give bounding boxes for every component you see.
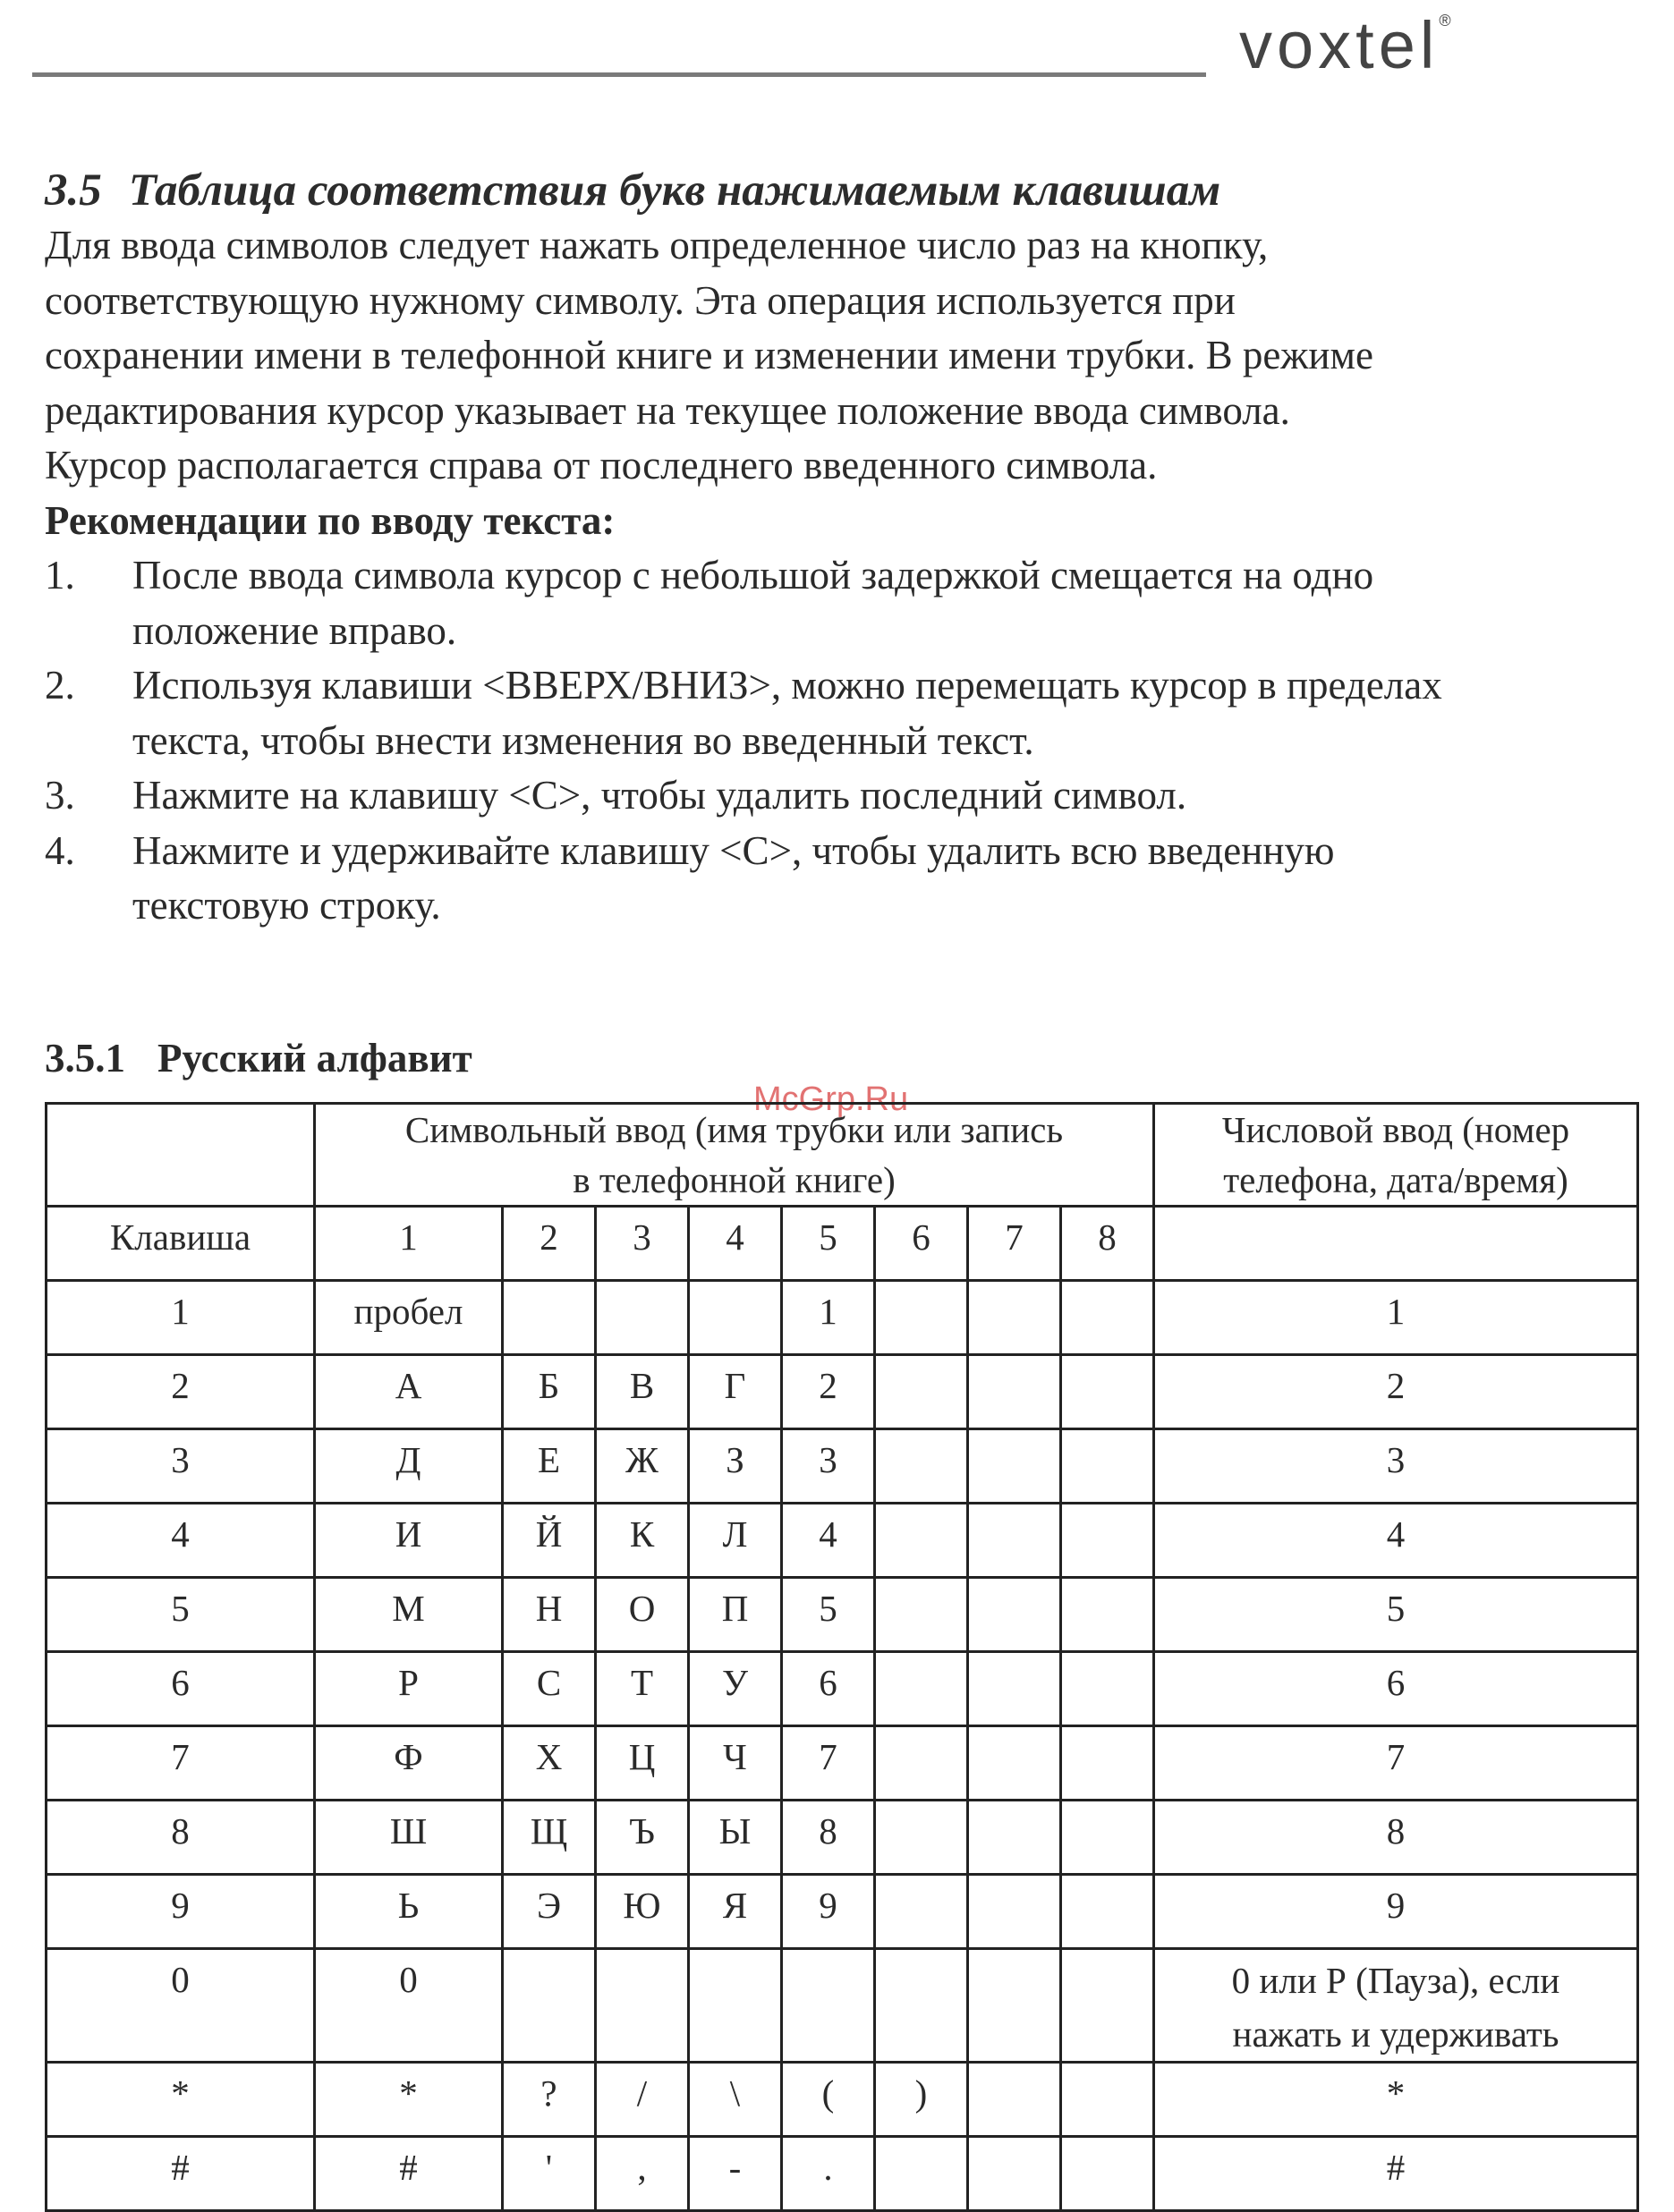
tip-text: После ввода символа курсор с небольшой задержкой смещается на одно положение вправо. [132,553,1374,653]
table-row [47,1875,1638,1949]
symbol-cell: Й [503,1504,596,1578]
header-numeric-input [1154,1104,1638,1207]
key-cell: 3 [47,1429,315,1504]
symbol-cell: З [689,1429,782,1504]
symbol-cell: # [315,2137,503,2211]
symbol-cell: 6 [782,1652,875,1726]
symbol-cell [1061,1429,1154,1504]
tip-index: 3. [45,773,75,818]
key-cell: 9 [47,1875,315,1949]
symbol-cell [875,1875,968,1949]
symbol-cell: Ж [596,1429,689,1504]
tip-item [45,824,1637,934]
table-row [47,2137,1638,2211]
tip-index: 1. [45,553,75,597]
numeric-cell [1154,1652,1638,1726]
subsection-title: 3.5.1 Русский алфавит [45,1035,472,1081]
numeric-cell [1154,1355,1638,1429]
symbol-cell: 7 [782,1726,875,1801]
symbol-cell [1061,2063,1154,2137]
numeric-cell [1154,1726,1638,1801]
symbol-cell [1061,1355,1154,1429]
intro-line: соответствующую нужному символу. Эта операция используется при [45,277,1236,323]
intro-line: редактирования курсор указывает на текущее положение ввода символа. [45,387,1290,433]
symbol-cell: - [689,2137,782,2211]
symbol-cell: ? [503,2063,596,2137]
cell-line: 3 [1386,1439,1406,1480]
symbol-cell: Ш [315,1801,503,1875]
header-press-count: 3 [596,1207,689,1281]
symbol-cell [1061,1281,1154,1355]
symbol-cell: 9 [782,1875,875,1949]
cell-line: 7 [1386,1736,1406,1777]
key-cell: 8 [47,1801,315,1875]
symbol-cell: ) [875,2063,968,2137]
symbol-cell [1061,1652,1154,1726]
header-press-count: 8 [1061,1207,1154,1281]
symbol-cell [1061,1578,1154,1652]
page-content [45,163,1637,1086]
symbol-cell: Н [503,1578,596,1652]
key-cell: * [47,2063,315,2137]
symbol-cell: К [596,1504,689,1578]
symbol-cell [1061,1504,1154,1578]
key-cell: 5 [47,1578,315,1652]
symbol-cell: О [596,1578,689,1652]
symbol-cell: Г [689,1355,782,1429]
voxtel-logo: voxtel® [1239,8,1451,82]
key-cell: 7 [47,1726,315,1801]
header-corner [47,1104,315,1207]
header-press-count: 1 [315,1207,503,1281]
symbol-cell: Т [596,1652,689,1726]
symbol-cell: Х [503,1726,596,1801]
table-row [47,1281,1638,1355]
symbol-cell [968,1726,1061,1801]
symbol-cell [875,1801,968,1875]
tip-text: Используя клавиши <ВВЕРХ/ВНИЗ>, можно перемещать курсор в пределах текста, чтобы внести изменения во введенный текст. [132,663,1442,763]
symbol-cell: ( [782,2063,875,2137]
watermark: McGrp.Ru [753,1081,909,1118]
symbol-cell [596,1949,689,2063]
numeric-cell [1154,1281,1638,1355]
symbol-cell: * [315,2063,503,2137]
tip-item [45,768,1637,824]
symbol-cell [875,1504,968,1578]
symbol-cell: Ь [315,1875,503,1949]
table-row [47,1429,1638,1504]
symbol-cell: Л [689,1504,782,1578]
symbol-cell: / [596,2063,689,2137]
symbol-cell: Е [503,1429,596,1504]
cell-line: нажать и удерживать [1232,2013,1559,2055]
table-row [47,2063,1638,2137]
symbol-cell [968,1281,1061,1355]
header-press-count: 4 [689,1207,782,1281]
symbol-cell [1061,2137,1154,2211]
symbol-cell: 2 [782,1355,875,1429]
symbol-cell: М [315,1578,503,1652]
symbol-cell [875,1355,968,1429]
section-title: 3.5 Таблица соответствия букв нажимаемым клавишам [45,165,1221,216]
cell-line: 5 [1386,1588,1406,1629]
numeric-cell [1154,1578,1638,1652]
symbol-cell: Ы [689,1801,782,1875]
cell-line: # [1386,2147,1406,2188]
symbol-cell [875,2137,968,2211]
tip-index: 4. [45,827,75,873]
symbol-cell: ' [503,2137,596,2211]
cell-line: Числовой ввод (номер [1221,1109,1570,1150]
tip-item [45,658,1637,768]
header-press-count: 7 [968,1207,1061,1281]
symbol-cell [875,1578,968,1652]
key-cell: 1 [47,1281,315,1355]
symbol-cell [1061,1726,1154,1801]
symbol-cell [596,1281,689,1355]
symbol-cell: 8 [782,1801,875,1875]
symbol-cell [875,1281,968,1355]
symbol-cell [875,1949,968,2063]
intro-paragraph [45,218,1637,494]
numeric-cell [1154,1949,1638,2063]
alphabet-table [45,1102,1639,2212]
cell-line: 9 [1386,1885,1406,1926]
symbol-cell [503,1949,596,2063]
symbol-cell: Я [689,1875,782,1949]
cell-line: Символьный ввод (имя трубки или запись [404,1109,1064,1150]
symbol-cell: . [782,2137,875,2211]
symbol-cell: Ц [596,1726,689,1801]
cell-line: телефона, дата/время) [1223,1159,1568,1200]
symbol-cell [782,1949,875,2063]
symbol-cell [689,1281,782,1355]
symbol-cell: У [689,1652,782,1726]
cell-line: 6 [1386,1662,1406,1703]
cell-line: 0 или Р (Пауза), если [1231,1960,1560,2001]
tip-index: 2. [45,663,75,708]
key-cell: 0 [47,1949,315,2063]
symbol-cell [1061,1801,1154,1875]
numeric-cell [1154,2137,1638,2211]
numeric-cell [1154,2063,1638,2137]
cell-line: в телефонной книге) [573,1159,896,1200]
symbol-cell [875,1652,968,1726]
symbol-cell [968,1652,1061,1726]
table-row [47,1578,1638,1652]
symbol-cell: Щ [503,1801,596,1875]
tip-item [45,548,1637,658]
key-cell: 6 [47,1652,315,1726]
key-cell: 2 [47,1355,315,1429]
symbol-cell: , [596,2137,689,2211]
symbol-cell: Ч [689,1726,782,1801]
symbol-cell: 1 [782,1281,875,1355]
symbol-cell: пробел [315,1281,503,1355]
symbol-cell [968,1355,1061,1429]
symbol-cell: Э [503,1875,596,1949]
symbol-cell: \ [689,2063,782,2137]
symbol-cell: В [596,1355,689,1429]
symbol-cell: Ф [315,1726,503,1801]
table-row [47,1801,1638,1875]
symbol-cell [968,1949,1061,2063]
symbol-cell [1061,1949,1154,2063]
symbol-cell: 5 [782,1578,875,1652]
symbol-cell: С [503,1652,596,1726]
table-row [47,1726,1638,1801]
symbol-cell [968,2137,1061,2211]
cell-line: 1 [1386,1291,1406,1332]
numeric-cell [1154,1429,1638,1504]
symbol-cell [1061,1875,1154,1949]
tips-list [45,548,1637,934]
symbol-cell: Ю [596,1875,689,1949]
cell-line: 4 [1386,1513,1406,1555]
symbol-cell [968,1578,1061,1652]
symbol-cell: П [689,1578,782,1652]
symbol-cell: 4 [782,1504,875,1578]
symbol-cell: И [315,1504,503,1578]
symbol-cell: Ъ [596,1801,689,1875]
numeric-cell [1154,1504,1638,1578]
key-cell: 4 [47,1504,315,1578]
tip-text: Нажмите на клавишу <С>, чтобы удалить последний символ. [132,773,1187,818]
header-numeric-empty [1154,1207,1638,1281]
cell-line: 8 [1386,1810,1406,1852]
symbol-cell [968,1504,1061,1578]
symbol-cell [968,1801,1061,1875]
intro-line: Для ввода символов следует нажать определенное число раз на кнопку, [45,223,1269,267]
header-press-count: 2 [503,1207,596,1281]
symbol-cell [689,1949,782,2063]
symbol-cell [875,1726,968,1801]
table-row [47,1652,1638,1726]
symbol-cell: Д [315,1429,503,1504]
symbol-cell [875,1429,968,1504]
intro-line: сохранении имени в телефонной книге и изменении имени трубки. В режиме [45,333,1373,377]
symbol-cell: А [315,1355,503,1429]
header-press-count: 5 [782,1207,875,1281]
cell-line: 2 [1386,1365,1406,1406]
symbol-cell: Р [315,1652,503,1726]
symbol-cell [503,1281,596,1355]
symbol-cell [968,1875,1061,1949]
header-symbol-input [315,1104,1154,1207]
table-row [47,1504,1638,1578]
recommendations-title: Рекомендации по вводу текста: [45,497,616,543]
symbol-cell: Б [503,1355,596,1429]
key-cell: # [47,2137,315,2211]
symbol-cell: 0 [315,1949,503,2063]
symbol-cell: 3 [782,1429,875,1504]
header-press-count: 6 [875,1207,968,1281]
numeric-cell [1154,1801,1638,1875]
symbol-cell [968,1429,1061,1504]
intro-line: Курсор располагается справа от последнего введенного символа. [45,443,1158,487]
tip-text: Нажмите и удерживайте клавишу <С>, чтобы удалить всю введенную текстовую строку. [132,827,1335,928]
symbol-cell [968,2063,1061,2137]
numeric-cell [1154,1875,1638,1949]
table-row [47,1949,1638,2063]
header-rule [32,72,1206,77]
header-key: Клавиша [47,1207,315,1281]
table-row [47,1355,1638,1429]
cell-line: * [1386,2072,1406,2114]
